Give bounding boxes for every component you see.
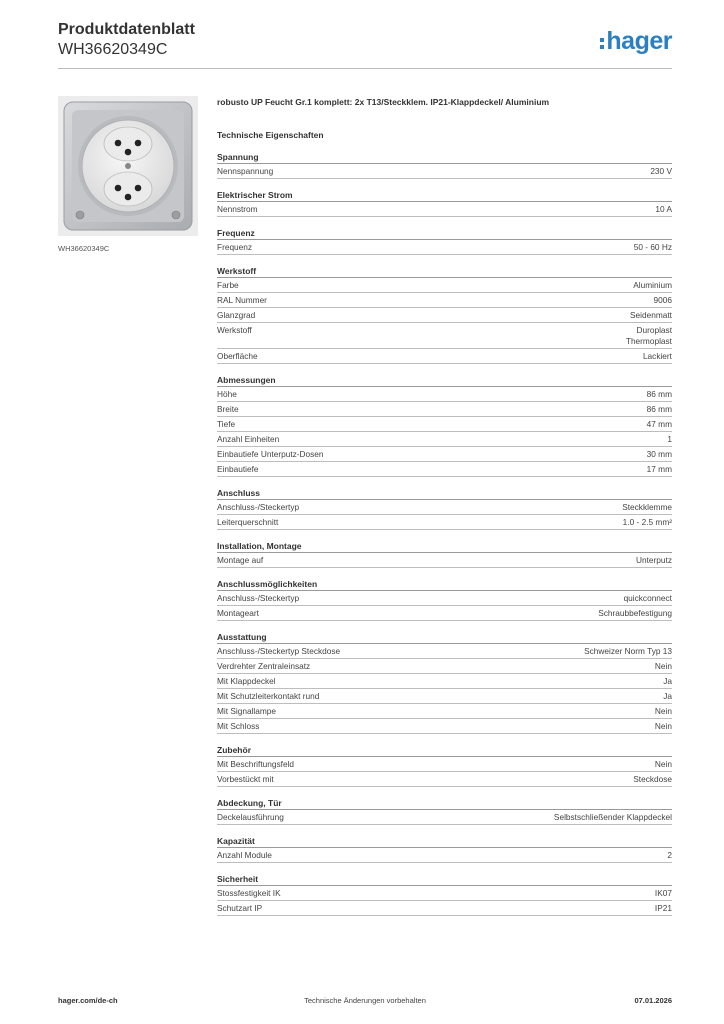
property-row <box>217 901 672 916</box>
technical-properties-heading: Technische Eigenschaften <box>217 130 324 140</box>
properties-sections <box>217 150 672 916</box>
property-label: Vorbestückt mit <box>217 774 274 784</box>
property-value: 2 <box>667 850 672 860</box>
property-value: Duroplast Thermoplast <box>625 325 672 346</box>
property-label: Tiefe <box>217 419 236 429</box>
property-label: Glanzgrad <box>217 310 256 320</box>
property-label: RAL Nummer <box>217 295 267 305</box>
property-row <box>217 606 672 621</box>
property-value: Seidenmatt <box>630 310 672 320</box>
section-title: Elektrischer Strom <box>217 188 672 202</box>
hager-logo <box>600 26 672 56</box>
property-label: Breite <box>217 404 239 414</box>
property-value: Aluminium <box>633 280 672 290</box>
property-row <box>217 202 672 217</box>
property-value: Nein <box>654 721 672 731</box>
property-row <box>217 164 672 179</box>
property-label: Schutzart IP <box>217 903 263 913</box>
property-value: 1 <box>667 434 672 444</box>
property-section <box>217 796 672 825</box>
property-label: Mit Beschriftungsfeld <box>217 759 295 769</box>
property-value: Selbstschließender Klappdeckel <box>553 812 672 822</box>
property-row <box>217 704 672 719</box>
property-row <box>217 810 672 825</box>
property-row <box>217 659 672 674</box>
property-label: Mit Schutzleiterkontakt rund <box>217 691 320 701</box>
property-value: 50 - 60 Hz <box>633 242 672 252</box>
socket-illustration-icon <box>58 96 198 236</box>
footer-date: 07.01.2026 <box>634 996 672 1005</box>
property-value: Nein <box>654 759 672 769</box>
property-value: 86 mm <box>646 404 672 414</box>
section-title: Spannung <box>217 150 672 164</box>
property-value: 86 mm <box>646 389 672 399</box>
property-label: Nennspannung <box>217 166 274 176</box>
property-row <box>217 848 672 863</box>
property-value: 30 mm <box>646 449 672 459</box>
section-title: Frequenz <box>217 226 672 240</box>
property-section <box>217 226 672 255</box>
property-row <box>217 240 672 255</box>
property-value: quickconnect <box>623 593 672 603</box>
page-header <box>58 20 672 70</box>
property-row <box>217 417 672 432</box>
footer-disclaimer: Technische Änderungen vorbehalten <box>304 996 426 1005</box>
section-title: Zubehör <box>217 743 672 757</box>
property-value: Schweizer Norm Typ 13 <box>584 646 672 656</box>
property-row <box>217 462 672 477</box>
property-value: 10 A <box>655 204 672 214</box>
logo-text: hager <box>606 27 672 55</box>
property-label: Verdrehter Zentraleinsatz <box>217 661 311 671</box>
property-label: Deckelausführung <box>217 812 284 822</box>
property-row <box>217 674 672 689</box>
property-label: Einbautiefe <box>217 464 259 474</box>
property-row <box>217 278 672 293</box>
property-section <box>217 188 672 217</box>
header-divider <box>58 68 672 69</box>
property-value: IP21 <box>654 903 672 913</box>
product-image <box>58 96 198 236</box>
product-description: robusto UP Feucht Gr.1 komplett: 2x T13/Steckklem. IP21-Klappdeckel/ Aluminium <box>217 97 550 107</box>
property-row <box>217 515 672 530</box>
property-value: Lackiert <box>642 351 672 361</box>
property-section <box>217 630 672 734</box>
property-value: 230 V <box>650 166 672 176</box>
property-section <box>217 373 672 477</box>
property-label: Anzahl Module <box>217 850 272 860</box>
property-label: Anschluss-/Steckertyp <box>217 502 300 512</box>
property-row <box>217 432 672 447</box>
image-caption: WH36620349C <box>58 244 110 253</box>
property-label: Mit Klappdeckel <box>217 676 276 686</box>
property-section <box>217 539 672 568</box>
property-row <box>217 323 672 349</box>
property-value: Steckklemme <box>622 502 672 512</box>
property-section <box>217 150 672 179</box>
section-title: Kapazität <box>217 834 672 848</box>
property-section <box>217 486 672 530</box>
property-value: Nein <box>654 706 672 716</box>
property-section <box>217 264 672 364</box>
property-label: Oberfläche <box>217 351 258 361</box>
property-row <box>217 644 672 659</box>
property-value: 1.0 - 2.5 mm² <box>622 517 672 527</box>
property-row <box>217 387 672 402</box>
property-value: Ja <box>663 676 672 686</box>
property-value: Schraubbefestigung <box>598 608 672 618</box>
property-section <box>217 872 672 916</box>
property-row <box>217 591 672 606</box>
property-label: Einbautiefe Unterputz-Dosen <box>217 449 324 459</box>
section-title: Sicherheit <box>217 872 672 886</box>
section-title: Installation, Montage <box>217 539 672 553</box>
section-title: Abdeckung, Tür <box>217 796 672 810</box>
property-row <box>217 689 672 704</box>
property-label: Montageart <box>217 608 259 618</box>
property-row <box>217 757 672 772</box>
document-title: Produktdatenblatt <box>58 21 195 38</box>
footer-website: hager.com/de-ch <box>58 996 118 1005</box>
property-label: Mit Signallampe <box>217 706 277 716</box>
section-title: Abmessungen <box>217 373 672 387</box>
property-row <box>217 886 672 901</box>
property-row <box>217 772 672 787</box>
datasheet-content <box>217 96 672 916</box>
property-section <box>217 743 672 787</box>
property-row <box>217 402 672 417</box>
property-label: Nennstrom <box>217 204 258 214</box>
property-value: Steckdose <box>633 774 672 784</box>
property-row <box>217 308 672 323</box>
property-label: Leiterquerschnitt <box>217 517 279 527</box>
property-label: Anschluss-/Steckertyp <box>217 593 300 603</box>
property-row <box>217 447 672 462</box>
property-label: Anzahl Einheiten <box>217 434 280 444</box>
property-value: 9006 <box>653 295 672 305</box>
property-value: Nein <box>654 661 672 671</box>
property-row <box>217 349 672 364</box>
property-label: Montage auf <box>217 555 264 565</box>
property-value: Unterputz <box>636 555 672 565</box>
property-label: Mit Schloss <box>217 721 260 731</box>
property-section <box>217 834 672 863</box>
property-value: IK07 <box>654 888 672 898</box>
property-label: Frequenz <box>217 242 253 252</box>
section-title: Anschluss <box>217 486 672 500</box>
property-row <box>217 293 672 308</box>
property-row <box>217 719 672 734</box>
property-row <box>217 553 672 568</box>
property-label: Werkstoff <box>217 325 252 335</box>
property-value: 17 mm <box>646 464 672 474</box>
section-title: Ausstattung <box>217 630 672 644</box>
page-footer <box>58 996 672 1010</box>
logo-dots-icon <box>600 38 604 49</box>
property-label: Stossfestigkeit IK <box>217 888 281 898</box>
property-value: Ja <box>663 691 672 701</box>
section-title: Anschlussmöglichkeiten <box>217 577 672 591</box>
product-number: WH36620349C <box>58 41 168 58</box>
property-label: Farbe <box>217 280 239 290</box>
property-label: Anschluss-/Steckertyp Steckdose <box>217 646 341 656</box>
property-value: 47 mm <box>646 419 672 429</box>
property-label: Höhe <box>217 389 237 399</box>
section-title: Werkstoff <box>217 264 672 278</box>
property-section <box>217 577 672 621</box>
property-row <box>217 500 672 515</box>
